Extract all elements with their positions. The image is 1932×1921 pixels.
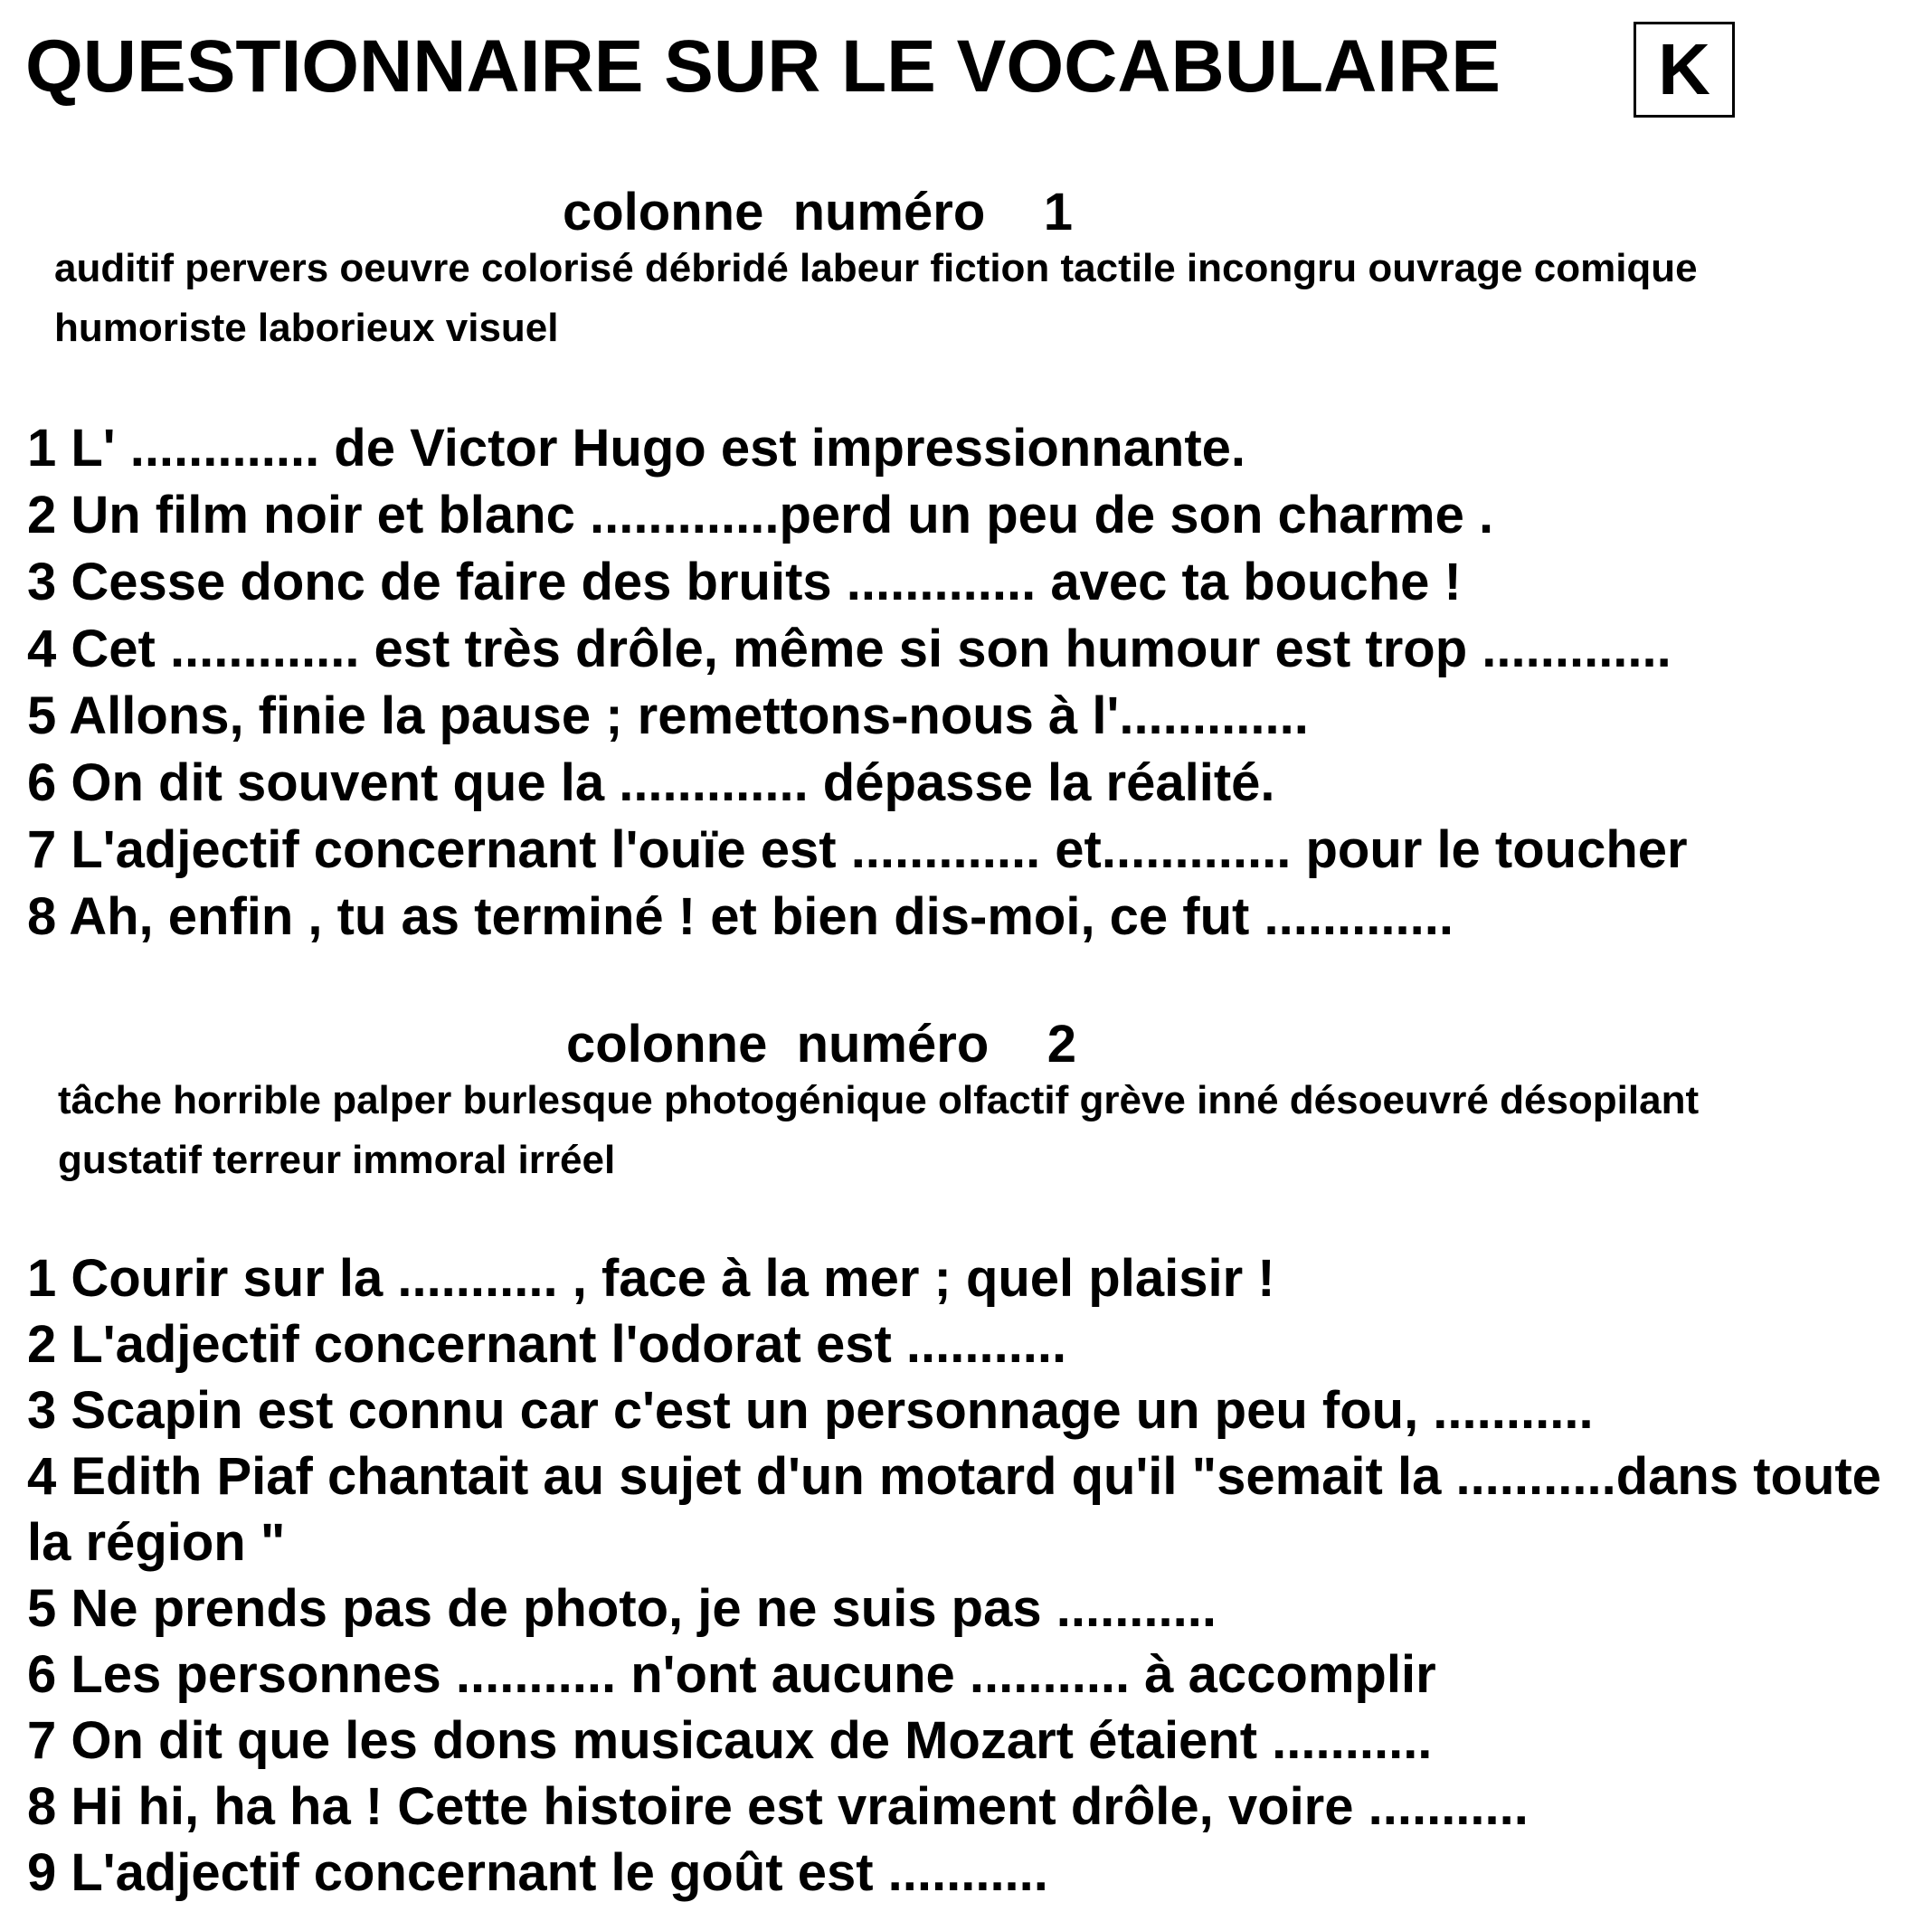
column-1-word-list: [54, 239, 1932, 358]
sentence-item: 3 Scapin est connu car c'est un personnage un peu fou, ...........: [27, 1381, 1594, 1440]
column-2-heading: colonne numéro 2: [566, 1015, 1076, 1074]
sentence-item: 5 Allons, finie la pause ; remettons-nous à l'.............: [27, 686, 1309, 745]
word-list-line: gustatif terreur immoral irréel: [58, 1138, 616, 1182]
sentence-item: 6 On dit souvent que la ............. dépasse la réalité.: [27, 753, 1275, 812]
sentence-item: 3 Cesse donc de faire des bruits ............. avec ta bouche !: [27, 553, 1462, 611]
sentence-item: 5 Ne prends pas de photo, je ne suis pas ...........: [27, 1579, 1217, 1638]
sentence-item: 7 On dit que les dons musicaux de Mozart étaient ...........: [27, 1711, 1433, 1770]
sentence-item: 7 L'adjectif concernant l'ouïe est ............. et............. pour le toucher: [27, 820, 1688, 879]
column-2-word-list: [58, 1071, 1932, 1190]
column-2-sentences: [27, 1245, 1908, 1906]
sentence-item: 8 Hi hi, ha ha ! Cette histoire est vraiment drôle, voire ...........: [27, 1777, 1529, 1836]
word-list-line: tâche horrible palper burlesque photogénique olfactif grève inné désoeuvré désopilant: [58, 1078, 1700, 1122]
sentence-item: 4 Cet ............. est très drôle, même si son humour est trop .............: [27, 620, 1672, 678]
sentence-item: 2 Un film noir et blanc .............perd un peu de son charme .: [27, 486, 1494, 544]
sentence-item: 1 Courir sur la ........... , face à la mer ; quel plaisir !: [27, 1249, 1275, 1308]
column-1-sentences: [27, 415, 1688, 951]
sentence-item: 9 L'adjectif concernant le goût est ...........: [27, 1843, 1048, 1902]
page-title: QUESTIONNAIRE SUR LE VOCABULAIRE: [25, 25, 1501, 108]
sentence-item: 4 Edith Piaf chantait au sujet d'un motard qu'il "semait la ...........dans toute la région ": [27, 1447, 1881, 1572]
word-list-line: humoriste laborieux visuel: [54, 306, 559, 350]
sentence-item: 1 L' ............. de Victor Hugo est impressionnante.: [27, 419, 1245, 478]
word-list-line: auditif pervers oeuvre colorisé débridé labeur fiction tactile incongru ouvrage comique: [54, 246, 1698, 290]
sentence-item: 2 L'adjectif concernant l'odorat est ...........: [27, 1315, 1067, 1374]
column-1-heading: colonne numéro 1: [563, 183, 1073, 241]
version-badge: K: [1634, 22, 1735, 118]
sentence-item: 8 Ah, enfin , tu as terminé ! et bien dis-moi, ce fut .............: [27, 887, 1454, 946]
sentence-item: 6 Les personnes ........... n'ont aucune ........... à accomplir: [27, 1645, 1436, 1704]
